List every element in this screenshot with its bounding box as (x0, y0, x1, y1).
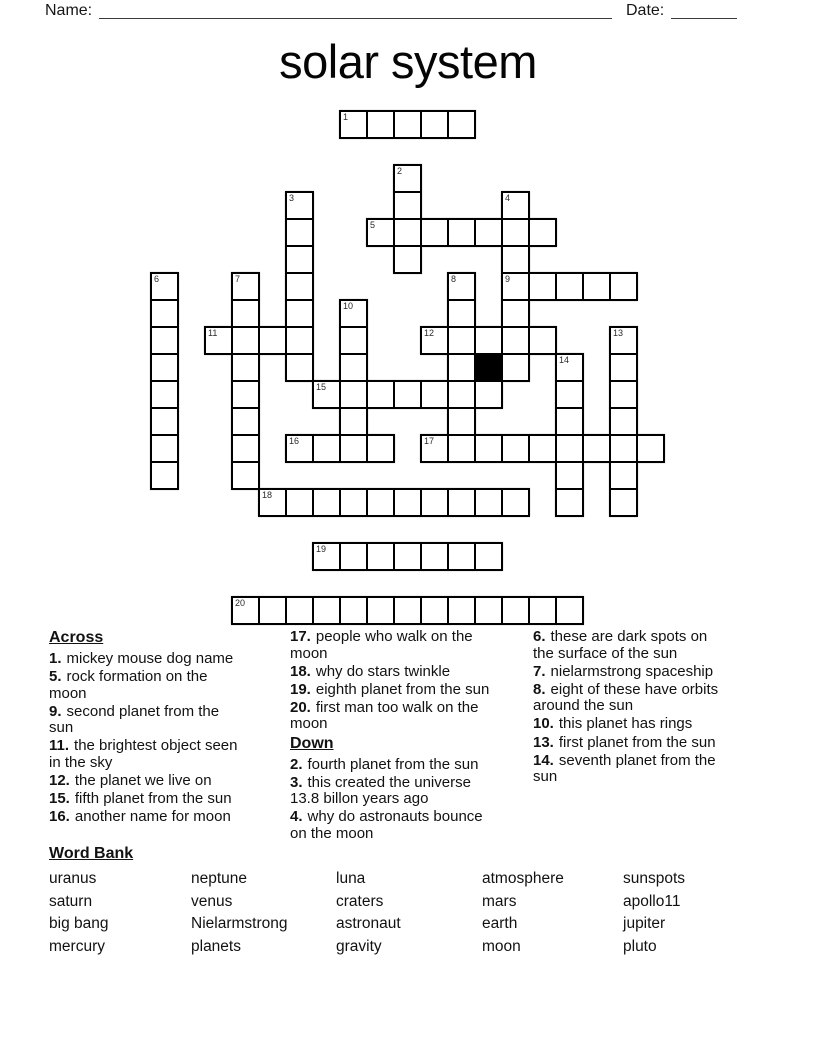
grid-cell[interactable] (231, 353, 260, 382)
grid-cell[interactable] (150, 353, 179, 382)
clues-column-across (49, 629, 287, 827)
grid-cell[interactable] (150, 407, 179, 436)
grid-cell[interactable] (420, 110, 449, 139)
grid-cell[interactable] (528, 596, 557, 625)
word-bank-item: atmosphere (482, 870, 564, 887)
cell-number: 6 (154, 274, 160, 284)
grid-cell[interactable] (231, 272, 260, 301)
clue-item (290, 664, 530, 681)
grid-cell[interactable] (258, 488, 287, 517)
word-bank-item: saturn (49, 892, 93, 910)
cell-number: 12 (424, 328, 435, 338)
clue-text: 13.8 billon years ago (290, 790, 429, 808)
grid-cell[interactable] (339, 110, 368, 139)
word-bank-list (49, 870, 713, 961)
grid-cell[interactable] (501, 191, 530, 220)
clue-item (533, 716, 763, 733)
word-bank-item: apollo11 (623, 892, 681, 910)
grid-cell[interactable] (366, 434, 395, 463)
clue-text: the planet we live on (74, 772, 212, 790)
clue-line (290, 664, 530, 681)
grid-cell[interactable] (609, 407, 638, 436)
grid-cell[interactable] (366, 218, 395, 247)
clue-item (49, 809, 287, 826)
grid-black-cell (474, 353, 503, 382)
clue-line (533, 698, 763, 715)
clue-line (533, 664, 763, 681)
grid-cell[interactable] (501, 353, 530, 382)
clue-number: 5. (49, 668, 62, 686)
cell-number: 7 (235, 274, 241, 284)
clues-column-right (533, 629, 763, 787)
grid-cell[interactable] (204, 326, 233, 355)
section-header-label: Down (290, 734, 334, 752)
grid-cell[interactable] (474, 218, 503, 247)
grid-cell[interactable] (150, 380, 179, 409)
clue-text: the surface of the sun (533, 644, 678, 662)
clue-number: 2. (290, 755, 303, 773)
clue-number: 1. (49, 650, 62, 667)
clue-number: 19. (290, 680, 311, 698)
grid-cell[interactable] (393, 110, 422, 139)
clue-text: another name for moon (74, 808, 231, 826)
clue-line (49, 755, 287, 772)
grid-cell[interactable] (285, 272, 314, 301)
clue-text: nielarmstrong spaceship (550, 662, 714, 680)
clue-text: why do astronauts bounce (307, 808, 483, 826)
grid-cell[interactable] (393, 191, 422, 220)
grid-cell[interactable] (474, 542, 503, 571)
grid-cell[interactable] (447, 434, 476, 463)
clue-text: second planet from the (66, 702, 220, 720)
name-blank-line[interactable] (99, 1, 612, 19)
grid-cell[interactable] (393, 164, 422, 193)
clue-line (49, 651, 287, 668)
grid-cell[interactable] (366, 110, 395, 139)
grid-cell[interactable] (231, 380, 260, 409)
grid-cell[interactable] (447, 353, 476, 382)
grid-cell[interactable] (447, 272, 476, 301)
grid-cell[interactable] (339, 380, 368, 409)
cell-number: 17 (424, 436, 435, 446)
grid-cell[interactable] (231, 461, 260, 490)
clue-number: 6. (533, 628, 546, 645)
grid-cell[interactable] (366, 596, 395, 625)
word-bank-item: mercury (49, 938, 105, 956)
grid-cell[interactable] (420, 596, 449, 625)
cell-number: 8 (451, 274, 457, 284)
grid-cell[interactable] (420, 488, 449, 517)
grid-cell[interactable] (555, 488, 584, 517)
cell-number: 10 (343, 301, 354, 311)
clue-text: fifth planet from the sun (74, 790, 232, 808)
clue-line (533, 753, 763, 770)
clue-number: 3. (290, 773, 303, 791)
grid-cell[interactable] (420, 542, 449, 571)
cell-number: 9 (505, 274, 511, 284)
word-bank-item: big bang (49, 915, 109, 933)
clue-text: sun (49, 719, 74, 737)
grid-cell[interactable] (636, 434, 665, 463)
clue-text: moon (290, 644, 328, 662)
grid-cell[interactable] (312, 434, 341, 463)
clue-item (290, 757, 530, 774)
grid-cell[interactable] (312, 380, 341, 409)
grid-cell[interactable] (339, 488, 368, 517)
grid-cell[interactable] (285, 434, 314, 463)
grid-cell[interactable] (447, 110, 476, 139)
grid-cell[interactable] (420, 380, 449, 409)
grid-cell[interactable] (339, 353, 368, 382)
clue-text: moon (290, 715, 328, 733)
grid-cell[interactable] (474, 488, 503, 517)
word-bank-item: gravity (336, 938, 382, 956)
grid-cell[interactable] (501, 272, 530, 301)
clue-text: sun (533, 768, 558, 786)
clue-line (49, 686, 287, 703)
clue-line (49, 809, 287, 826)
grid-cell[interactable] (501, 218, 530, 247)
cell-number: 4 (505, 193, 511, 203)
clue-line (49, 791, 287, 808)
grid-cell[interactable] (339, 326, 368, 355)
grid-cell[interactable] (339, 299, 368, 328)
grid-cell[interactable] (339, 596, 368, 625)
clue-text: first man too walk on the (315, 698, 479, 716)
grid-cell[interactable] (231, 407, 260, 436)
clue-line (290, 716, 530, 733)
cell-number: 14 (559, 355, 570, 365)
clue-text: eighth planet from the sun (315, 680, 490, 698)
grid-cell[interactable] (609, 353, 638, 382)
grid-cell[interactable] (393, 245, 422, 274)
grid-cell[interactable] (393, 542, 422, 571)
clue-number: 18. (290, 662, 311, 680)
grid-cell[interactable] (231, 434, 260, 463)
clue-text: in the sky (49, 754, 113, 772)
down-header (290, 735, 530, 752)
grid-cell[interactable] (150, 272, 179, 301)
grid-cell[interactable] (582, 434, 611, 463)
clue-line (533, 629, 763, 646)
clue-line (533, 682, 763, 699)
clue-number: 8. (533, 680, 546, 698)
word-bank-item: pluto (623, 938, 657, 956)
clues-column-middle (290, 629, 530, 844)
grid-cell[interactable] (501, 245, 530, 274)
grid-cell[interactable] (447, 380, 476, 409)
clue-number: 10. (533, 715, 554, 733)
grid-cell[interactable] (501, 326, 530, 355)
grid-cell[interactable] (528, 434, 557, 463)
clue-number: 13. (533, 733, 554, 751)
cell-number: 16 (289, 436, 300, 446)
grid-cell[interactable] (366, 488, 395, 517)
clue-item (49, 704, 287, 737)
clue-text: eight of these have orbits (550, 680, 719, 698)
clue-item (290, 629, 530, 662)
clue-number: 12. (49, 772, 70, 790)
grid-cell[interactable] (555, 434, 584, 463)
grid-cell[interactable] (447, 542, 476, 571)
word-bank-item: earth (482, 915, 518, 933)
word-bank-item: craters (336, 892, 384, 910)
clue-text: first planet from the sun (558, 733, 716, 751)
grid-cell[interactable] (555, 407, 584, 436)
clue-text: this planet has rings (558, 715, 693, 733)
grid-cell[interactable] (420, 434, 449, 463)
grid-cell[interactable] (609, 326, 638, 355)
clue-item (49, 773, 287, 790)
grid-cell[interactable] (393, 380, 422, 409)
clue-line (290, 826, 530, 843)
section-header-label: Across (49, 629, 104, 646)
grid-cell[interactable] (501, 596, 530, 625)
word-bank-item: Nielarmstrong (191, 915, 288, 933)
cell-number: 19 (316, 544, 327, 554)
clue-text: why do stars twinkle (315, 662, 451, 680)
cell-number: 11 (208, 328, 218, 338)
clue-item (290, 775, 530, 808)
clue-line (290, 757, 530, 774)
grid-cell[interactable] (501, 434, 530, 463)
clue-text: these are dark spots on (550, 628, 708, 645)
clue-item (533, 682, 763, 715)
grid-cell[interactable] (339, 434, 368, 463)
grid-cell[interactable] (231, 299, 260, 328)
clue-line (533, 735, 763, 752)
grid-cell[interactable] (285, 353, 314, 382)
clue-line (533, 769, 763, 786)
clue-line (49, 720, 287, 737)
grid-cell[interactable] (420, 218, 449, 247)
word-bank-header (49, 845, 713, 862)
word-bank-item: mars (482, 892, 517, 910)
clue-line (290, 700, 530, 717)
grid-cell[interactable] (285, 596, 314, 625)
clue-line (290, 646, 530, 663)
grid-cell[interactable] (447, 596, 476, 625)
grid-cell[interactable] (528, 326, 557, 355)
clue-line (49, 738, 287, 755)
grid-cell[interactable] (609, 488, 638, 517)
clue-line (533, 716, 763, 733)
date-blank-line[interactable] (671, 1, 737, 19)
grid-cell[interactable] (609, 434, 638, 463)
clue-number: 4. (290, 808, 303, 826)
clue-line (49, 773, 287, 790)
clue-number: 11. (49, 737, 70, 755)
grid-cell[interactable] (393, 596, 422, 625)
cell-number: 18 (262, 490, 273, 500)
grid-cell[interactable] (312, 596, 341, 625)
grid-cell[interactable] (312, 542, 341, 571)
grid-cell[interactable] (474, 434, 503, 463)
grid-cell[interactable] (366, 380, 395, 409)
grid-cell[interactable] (285, 488, 314, 517)
clue-line (290, 682, 530, 699)
grid-cell[interactable] (555, 353, 584, 382)
grid-cell[interactable] (447, 299, 476, 328)
cell-number: 20 (235, 598, 246, 608)
clue-line (49, 669, 287, 686)
clue-line (290, 629, 530, 646)
clue-text: fourth planet from the sun (307, 755, 479, 773)
grid-cell[interactable] (474, 596, 503, 625)
clue-text: moon (49, 684, 87, 702)
grid-cell[interactable] (366, 542, 395, 571)
grid-cell[interactable] (582, 272, 611, 301)
clue-text: rock formation on the (66, 668, 208, 686)
clue-item (49, 651, 287, 668)
grid-cell[interactable] (474, 380, 503, 409)
clue-item (290, 682, 530, 699)
grid-cell[interactable] (474, 326, 503, 355)
word-bank-item: sunspots (623, 870, 686, 887)
clue-number: 9. (49, 702, 62, 720)
clue-text: people who walk on the (315, 628, 473, 645)
grid-cell[interactable] (528, 272, 557, 301)
word-bank-item: jupiter (623, 915, 666, 933)
grid-cell[interactable] (339, 407, 368, 436)
clue-line (290, 791, 530, 808)
clue-item (49, 669, 287, 702)
page-title: solar system (279, 35, 537, 88)
clue-item (49, 791, 287, 808)
clue-item (290, 809, 530, 842)
grid-cell[interactable] (420, 326, 449, 355)
grid-cell[interactable] (285, 245, 314, 274)
date-label: Date: (626, 2, 665, 19)
grid-cell[interactable] (285, 191, 314, 220)
grid-cell[interactable] (339, 542, 368, 571)
clue-line (49, 704, 287, 721)
word-bank-item: uranus (49, 870, 97, 887)
grid-cell[interactable] (609, 461, 638, 490)
grid-cell[interactable] (285, 299, 314, 328)
grid-cell[interactable] (501, 299, 530, 328)
cell-number: 15 (316, 382, 327, 392)
clue-item (290, 700, 530, 733)
grid-cell[interactable] (528, 218, 557, 247)
grid-cell[interactable] (231, 326, 260, 355)
grid-cell[interactable] (393, 488, 422, 517)
cell-number: 13 (613, 328, 624, 338)
grid-cell[interactable] (393, 218, 422, 247)
clue-text: seventh planet from the (558, 751, 716, 769)
clue-line (533, 646, 763, 663)
clue-number: 15. (49, 790, 70, 808)
name-label: Name: (45, 2, 93, 19)
clue-item (533, 735, 763, 752)
grid-cell[interactable] (150, 326, 179, 355)
grid-cell[interactable] (555, 380, 584, 409)
word-bank-item: planets (191, 938, 241, 956)
grid-cell[interactable] (285, 218, 314, 247)
grid-cell[interactable] (447, 407, 476, 436)
grid-cell[interactable] (231, 596, 260, 625)
grid-cell[interactable] (447, 488, 476, 517)
grid-cell[interactable] (447, 326, 476, 355)
grid-cell[interactable] (555, 596, 584, 625)
clue-item (533, 629, 763, 662)
word-bank-item: neptune (191, 870, 248, 887)
grid-cell[interactable] (555, 461, 584, 490)
cell-number: 1 (343, 112, 349, 122)
cell-number: 3 (289, 193, 295, 203)
clue-number: 14. (533, 751, 554, 769)
word-bank-item: moon (482, 938, 521, 956)
cell-number: 5 (370, 220, 376, 230)
grid-cell[interactable] (258, 596, 287, 625)
grid-cell[interactable] (609, 380, 638, 409)
word-bank-item: luna (336, 870, 366, 887)
grid-cell[interactable] (555, 272, 584, 301)
clue-number: 16. (49, 808, 70, 826)
grid-cell[interactable] (150, 434, 179, 463)
word-bank-header-label: Word Bank (49, 845, 134, 862)
clue-number: 7. (533, 662, 546, 680)
grid-cell[interactable] (285, 326, 314, 355)
grid-cell[interactable] (447, 218, 476, 247)
grid-cell[interactable] (150, 299, 179, 328)
clue-item (533, 753, 763, 786)
clue-text: the brightest object seen (74, 737, 238, 755)
grid-cell[interactable] (312, 488, 341, 517)
clue-text: around the sun (533, 697, 634, 715)
clue-line (290, 775, 530, 792)
grid-cell[interactable] (501, 488, 530, 517)
word-bank (49, 845, 713, 961)
clue-text: mickey mouse dog name (66, 650, 234, 667)
word-bank-item: venus (191, 892, 233, 910)
clue-number: 20. (290, 698, 311, 716)
clue-number: 17. (290, 628, 311, 645)
clue-line (290, 809, 530, 826)
word-bank-item: astronaut (336, 915, 401, 933)
grid-cell[interactable] (609, 272, 638, 301)
clue-text: on the moon (290, 824, 374, 842)
across-header (49, 629, 287, 646)
cell-number: 2 (397, 166, 403, 176)
grid-cell[interactable] (258, 326, 287, 355)
grid-cell[interactable] (150, 461, 179, 490)
clue-text: this created the universe (307, 773, 471, 791)
clue-item (49, 738, 287, 771)
clue-item (533, 664, 763, 681)
